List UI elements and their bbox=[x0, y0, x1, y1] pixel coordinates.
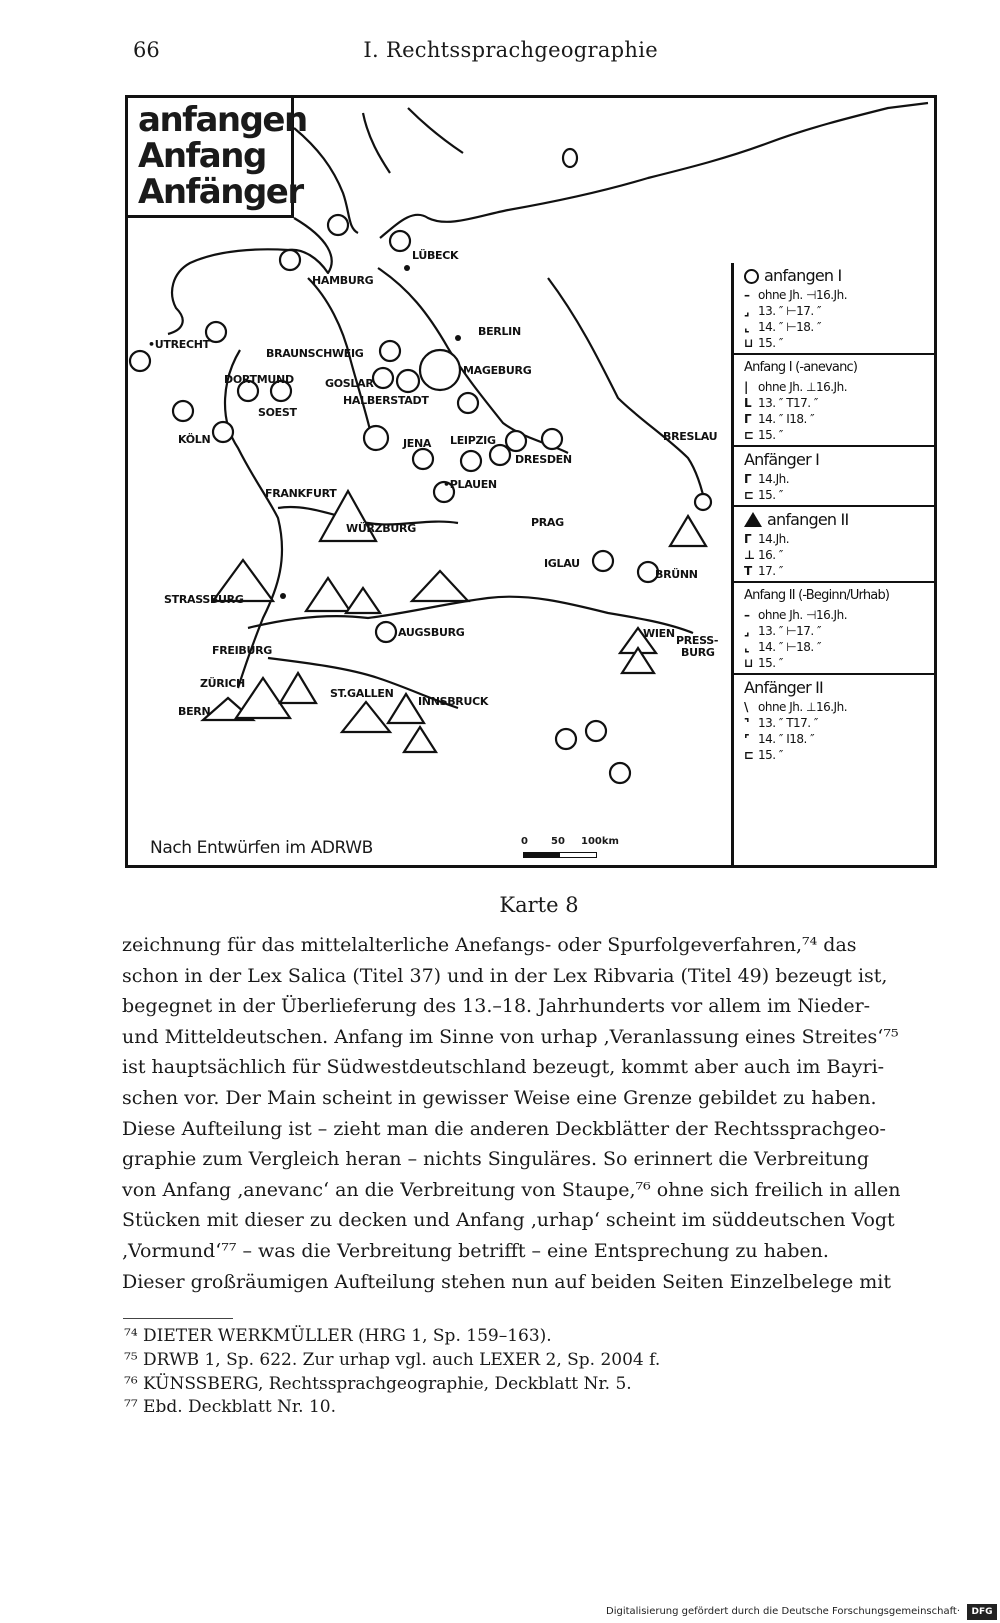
place-label: GOSLAR bbox=[325, 377, 374, 390]
circle-symbol bbox=[458, 393, 478, 413]
place-label: FREIBURG bbox=[212, 644, 273, 657]
scale-label: 0 bbox=[521, 836, 528, 847]
body-text bbox=[122, 930, 942, 1297]
legend-row: ⌟ 13. ″ ⊢17. ″ bbox=[744, 304, 822, 318]
legend-row: Γ 14.Jh. bbox=[744, 472, 790, 486]
legend-heading: Anfänger II bbox=[744, 678, 823, 697]
place-label: BRÜNN bbox=[655, 568, 698, 581]
place-dot bbox=[280, 593, 286, 599]
triangle-symbol bbox=[670, 516, 706, 546]
river-oder bbox=[548, 278, 706, 508]
running-title: I. Rechtssprachgeographie bbox=[363, 38, 658, 62]
legend-row: Γ 14. ″ I18. ″ bbox=[744, 412, 815, 426]
legend-row: ⊏ 15. ″ bbox=[744, 748, 783, 762]
legend-row: ⊏ 15. ″ bbox=[744, 428, 783, 442]
circle-symbol bbox=[213, 422, 233, 442]
triangle-symbol bbox=[346, 588, 380, 613]
place-label: PRAG bbox=[531, 516, 564, 529]
legend-heading: Anfänger I bbox=[744, 450, 820, 469]
footnote: ⁷⁶ KÜNSSBERG, Rechtssprachgeographie, Deckblatt Nr. 5. bbox=[124, 1373, 632, 1394]
legend-heading: Anfang II (-Beginn/Urhab) bbox=[744, 588, 890, 603]
circle-symbol bbox=[376, 622, 396, 642]
map-source-label: Nach Entwürfen im ADRWB bbox=[150, 838, 373, 858]
legend-section bbox=[734, 355, 937, 447]
circle-symbol bbox=[364, 426, 388, 450]
legend-section bbox=[734, 447, 937, 507]
dfg-logo: DFG bbox=[967, 1604, 997, 1620]
river-weser bbox=[308, 278, 373, 443]
text-line: Diese Aufteilung ist – zieht man die anderen Deckblätter der Rechtssprachgeo- bbox=[122, 1117, 886, 1140]
place-label: INNSBRUCK bbox=[418, 695, 489, 708]
text-line: zeichnung für das mittelalterliche Anefangs- oder Spurfolgeverfahren,⁷⁴ das bbox=[122, 934, 857, 956]
legend-row: ⌜ 14. ″ I18. ″ bbox=[744, 732, 815, 746]
scale-bar-graphic bbox=[523, 852, 597, 858]
place-label: WÜRZBURG bbox=[346, 522, 416, 535]
circle-symbol-icon bbox=[744, 269, 759, 284]
triangle-symbol bbox=[404, 727, 436, 752]
place-label: SOEST bbox=[258, 406, 297, 419]
legend-heading: anfangen I bbox=[744, 265, 937, 287]
legend-row: ⊏ 15. ″ bbox=[744, 488, 783, 502]
legend-row: – ohne Jh. ⊣16.Jh. bbox=[744, 608, 848, 622]
circle-symbol bbox=[328, 215, 348, 235]
footnote: ⁷⁵ DRWB 1, Sp. 622. Zur urhap vgl. auch LEXER 2, Sp. 2004 f. bbox=[124, 1349, 661, 1370]
place-label: PRESS- bbox=[676, 634, 719, 647]
place-label: STRASSBURG bbox=[164, 593, 244, 606]
denmark-outline bbox=[294, 108, 463, 233]
legend-section bbox=[734, 583, 937, 675]
circle-symbol bbox=[173, 401, 193, 421]
circle-symbol bbox=[397, 370, 419, 392]
footnote-rule bbox=[123, 1318, 233, 1319]
digitization-notice: Digitalisierung gefördert durch die Deutsche Forschungsgemeinschaft· bbox=[606, 1606, 961, 1617]
legend-row: | ohne Jh. ⊥16.Jh. bbox=[744, 380, 848, 394]
place-label: •PLAUEN bbox=[443, 478, 497, 491]
place-label: FRANKFURT bbox=[265, 487, 337, 500]
figure-caption: Karte 8 bbox=[499, 893, 579, 917]
river-elbe bbox=[378, 268, 568, 453]
text-line: von Anfang ‚anevanc‘ an die Verbreitung von Staupe,⁷⁶ ohne sich freilich in allen bbox=[122, 1178, 901, 1201]
scale-bar bbox=[521, 836, 619, 866]
circle-symbol bbox=[695, 494, 711, 510]
triangle-symbol bbox=[306, 578, 350, 611]
text-line: graphie zum Vergleich heran – nichts Singuläres. So erinnert die Verbreitung bbox=[122, 1148, 870, 1171]
circle-symbol bbox=[490, 445, 510, 465]
text-line: schon in der Lex Salica (Titel 37) und in der Lex Ribvaria (Titel 49) bezeugt ist, bbox=[122, 964, 888, 987]
legend-row: ⊔ 15. ″ bbox=[744, 336, 783, 350]
legend-row: ⌞ 14. ″ ⊢18. ″ bbox=[744, 320, 822, 334]
map-title-line: Anfänger bbox=[138, 172, 303, 212]
legend-heading: Anfang I (-anevanc) bbox=[744, 360, 858, 375]
place-label: BRESLAU bbox=[663, 430, 718, 443]
triangle-symbol bbox=[412, 571, 468, 601]
circle-symbol bbox=[586, 721, 606, 741]
place-label: DORTMUND bbox=[224, 373, 294, 386]
scale-label: 50 bbox=[551, 836, 565, 847]
text-line: ist hauptsächlich für Südwestdeutschland bezeugt, kommt aber auch im Bayri- bbox=[122, 1056, 885, 1079]
map-figure bbox=[125, 95, 937, 868]
footnotes bbox=[124, 1325, 944, 1420]
legend-row: ⊔ 15. ″ bbox=[744, 656, 783, 670]
place-label: MAGEBURG bbox=[463, 364, 532, 377]
footnote: ⁷⁷ Ebd. Deckblatt Nr. 10. bbox=[124, 1397, 337, 1418]
map-title-line: Anfang bbox=[138, 136, 266, 176]
circle-symbol bbox=[380, 341, 400, 361]
place-label: LEIPZIG bbox=[450, 434, 496, 447]
legend-row: Γ 14.Jh. bbox=[744, 532, 790, 546]
place-label: KÖLN bbox=[178, 433, 211, 446]
place-label: AUGSBURG bbox=[398, 626, 465, 639]
place-label: LÜBECK bbox=[412, 249, 459, 262]
place-label: •UTRECHT bbox=[148, 338, 210, 351]
text-line: begegnet in der Überlieferung des 13.–18. Jahrhunderts vor allem im Nieder- bbox=[122, 995, 871, 1018]
map-title-line: anfangen bbox=[138, 100, 307, 140]
place-label: BURG bbox=[681, 646, 715, 659]
circle-symbol bbox=[373, 368, 393, 388]
circle-symbol bbox=[556, 729, 576, 749]
legend-heading: anfangen II bbox=[744, 509, 937, 531]
map-legend bbox=[731, 263, 937, 868]
legend-row: – ohne Jh. ⊣16.Jh. bbox=[744, 288, 848, 302]
place-label: HAMBURG bbox=[312, 274, 374, 287]
place-label: JENA bbox=[403, 437, 432, 450]
text-line: und Mitteldeutschen. Anfang im Sinne von urhap ‚Veranlassung eines Streites‘⁷⁵ bbox=[122, 1025, 899, 1048]
footnote: ⁷⁴ DIETER WERKMÜLLER (HRG 1, Sp. 159–163). bbox=[124, 1326, 552, 1346]
legend-section bbox=[734, 507, 937, 583]
text-line: Dieser großräumigen Aufteilung stehen nun auf beiden Seiten Einzelbelege mit bbox=[122, 1270, 892, 1293]
place-label: DRESDEN bbox=[515, 453, 572, 466]
scale-label: 100km bbox=[581, 836, 619, 847]
place-label: HALBERSTADT bbox=[343, 394, 429, 407]
circle-symbol bbox=[420, 350, 460, 390]
legend-section bbox=[734, 263, 937, 355]
place-dot bbox=[455, 335, 461, 341]
legend-section bbox=[734, 675, 937, 765]
circle-symbol bbox=[610, 763, 630, 783]
place-label: BERLIN bbox=[478, 325, 521, 338]
running-head bbox=[133, 38, 658, 70]
circle-symbol bbox=[506, 431, 526, 451]
circle-symbol bbox=[542, 429, 562, 449]
triangle-symbol bbox=[342, 702, 390, 732]
place-label: ST.GALLEN bbox=[330, 687, 394, 700]
circle-symbol bbox=[461, 451, 481, 471]
map-title-box bbox=[128, 98, 307, 218]
place-dot bbox=[404, 265, 410, 271]
place-label: IGLAU bbox=[544, 557, 580, 570]
place-label: WIEN bbox=[643, 627, 675, 640]
coastline bbox=[168, 218, 332, 334]
circle-symbol bbox=[280, 250, 300, 270]
legend-row: ⊥ 16. ″ bbox=[744, 548, 783, 562]
triangle-symbol-icon bbox=[744, 512, 762, 527]
place-label: ZÜRICH bbox=[200, 677, 245, 690]
legend-row: ⌟ 13. ″ ⊢17. ″ bbox=[744, 624, 822, 638]
legend-row: \ ohne Jh. ⊥16.Jh. bbox=[744, 700, 848, 714]
river-rhine bbox=[225, 350, 282, 688]
text-line: schen vor. Der Main scheint in gewisser Weise eine Grenze gebildet zu haben. bbox=[122, 1086, 877, 1109]
text-line: Stücken mit dieser zu decken und Anfang ‚urhap‘ scheint im süddeutschen Vogt bbox=[122, 1209, 895, 1232]
text-line: ‚Vormund‘⁷⁷ – was die Verbreitung betrifft – eine Entsprechung zu haben. bbox=[122, 1239, 829, 1262]
legend-row: ⌞ 14. ″ ⊢18. ″ bbox=[744, 640, 822, 654]
legend-row: L 13. ″ T17. ″ bbox=[744, 396, 818, 410]
legend-row: ⌝ 13. ″ T17. ″ bbox=[744, 716, 818, 730]
triangle-symbol bbox=[280, 673, 316, 703]
place-label: BERN bbox=[178, 705, 211, 718]
place-label: BRAUNSCHWEIG bbox=[266, 347, 364, 360]
island-outline bbox=[563, 149, 577, 167]
circle-symbol bbox=[390, 231, 410, 251]
page-number: 66 bbox=[133, 38, 160, 62]
circle-symbol bbox=[130, 351, 150, 371]
circle-symbol bbox=[593, 551, 613, 571]
circle-symbol bbox=[413, 449, 433, 469]
baltic-coast bbox=[380, 103, 928, 238]
legend-row: T 17. ″ bbox=[744, 564, 783, 578]
